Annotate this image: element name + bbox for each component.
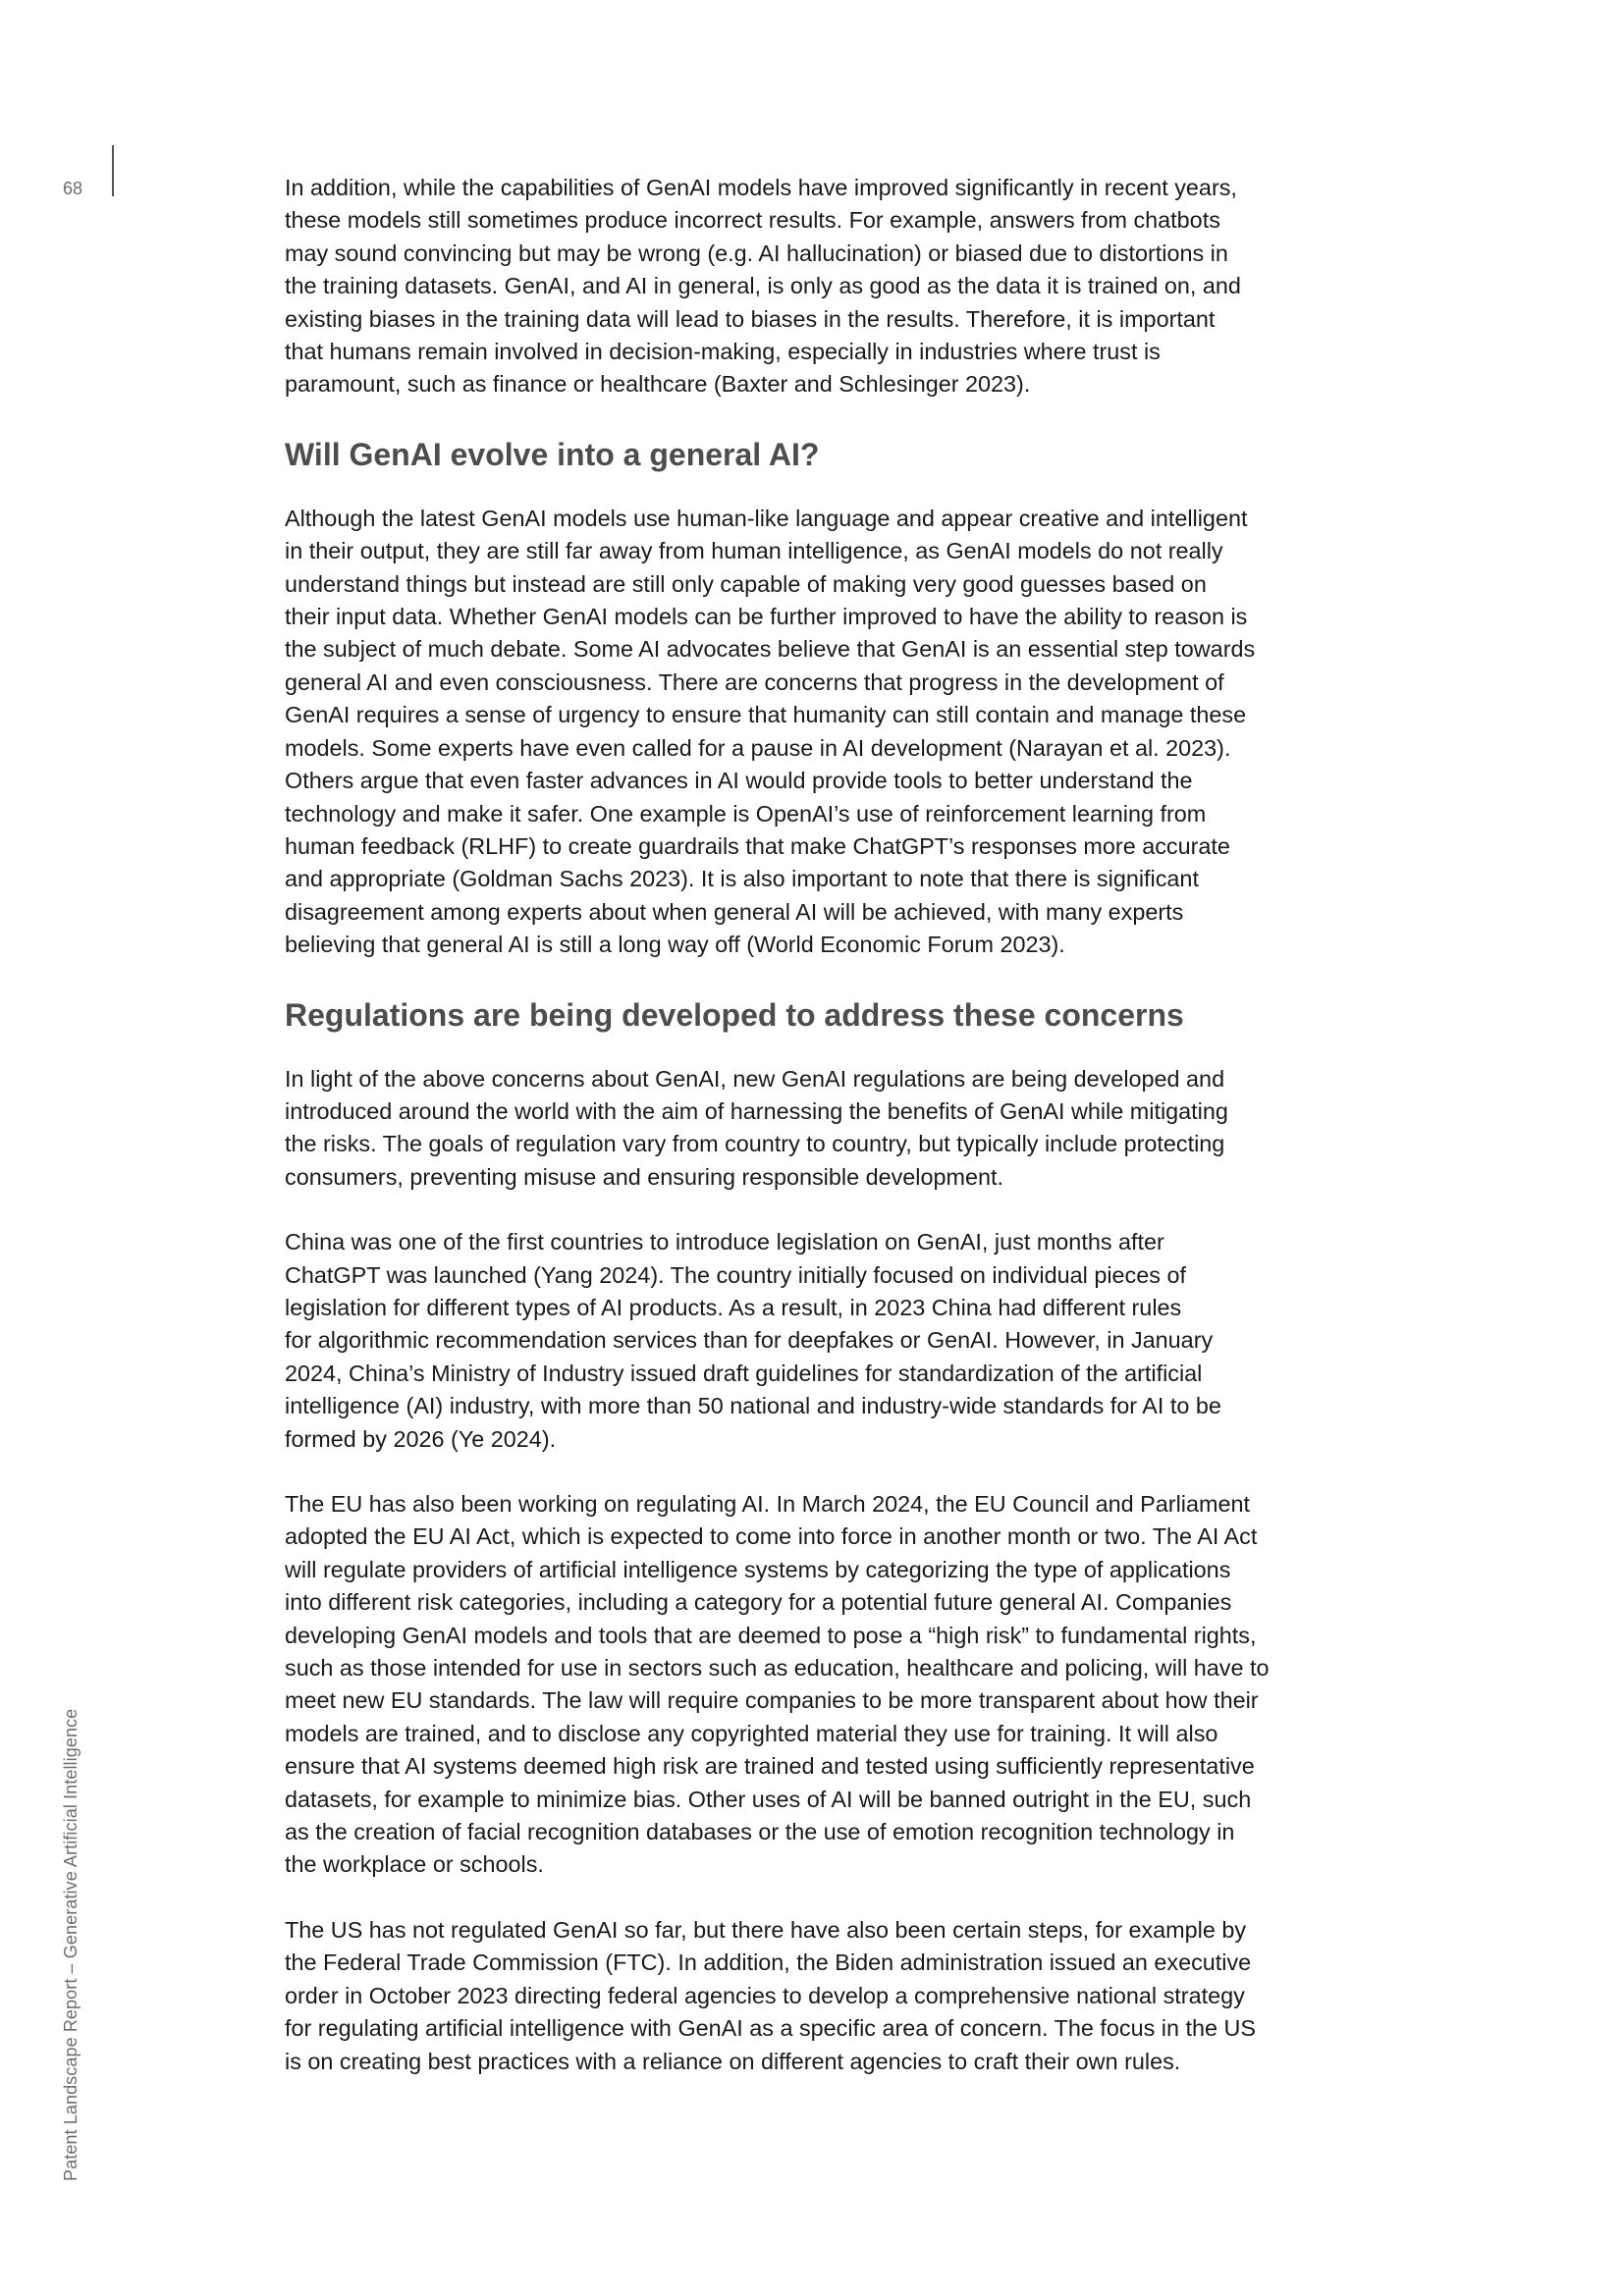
text-line: human feedback (RLHF) to create guardrails that make ChatGPT’s responses more accurate [285, 832, 1230, 859]
body-paragraph [285, 503, 1365, 962]
text-line: believing that general AI is still a long way off (World Economic Forum 2023). [285, 932, 1065, 958]
text-line: The US has not regulated GenAI so far, but there have also been certain steps, for example by [285, 1916, 1247, 1943]
section-heading: Regulations are being developed to address these concerns [285, 996, 1184, 1033]
text-line: that humans remain involved in decision-making, especially in industries where trust is [285, 339, 1161, 365]
text-line: paramount, such as finance or healthcare (Baxter and Schlesinger 2023). [285, 371, 1031, 398]
text-line: the subject of much debate. Some AI advocates believe that GenAI is an essential step towards [285, 636, 1256, 663]
body-paragraph [285, 1488, 1365, 1882]
text-line: understand things but instead are still only capable of making very good guesses based on [285, 570, 1207, 597]
text-line: ensure that AI systems deemed high risk are trained and tested using sufficiently representative [285, 1753, 1255, 1780]
text-line: In light of the above concerns about GenAI, new GenAI regulations are being developed and [285, 1065, 1225, 1092]
text-line: 2024, China’s Ministry of Industry issued draft guidelines for standardization of the artificial [285, 1360, 1203, 1386]
page-number: 68 [63, 179, 83, 198]
text-line: these models still sometimes produce incorrect results. For example, answers from chatbots [285, 207, 1220, 234]
text-line: in their output, they are still far away from human intelligence, as GenAI models do not really [285, 538, 1223, 564]
text-line: the Federal Trade Commission (FTC). In addition, the Biden administration issued an executive [285, 1949, 1252, 1976]
section-heading: Will GenAI evolve into a general AI? [285, 436, 820, 472]
text-line: the risks. The goals of regulation vary from country to country, but typically include protecting [285, 1131, 1225, 1157]
text-line: introduced around the world with the aim of harnessing the benefits of GenAI while mitigating [285, 1097, 1228, 1124]
text-line: their input data. Whether GenAI models can be further improved to have the ability to reason is [285, 604, 1248, 630]
text-line: is on creating best practices with a reliance on different agencies to craft their own rules. [285, 2048, 1181, 2074]
text-line: as the creation of facial recognition databases or the use of emotion recognition technology in [285, 1819, 1235, 1845]
text-line: will regulate providers of artificial intelligence systems by categorizing the type of applications [285, 1556, 1231, 1582]
main-content [285, 172, 1365, 2110]
text-line: models are trained, and to disclose any copyrighted material they use for training. It will also [285, 1720, 1218, 1746]
text-line: developing GenAI models and tools that are deemed to pose a “high risk” to fundamental rights, [285, 1622, 1257, 1648]
text-line: ChatGPT was launched (Yang 2024). The country initially focused on individual pieces of [285, 1261, 1186, 1288]
text-line: GenAI requires a sense of urgency to ensure that humanity can still contain and manage these [285, 702, 1247, 728]
text-line: the workplace or schools. [285, 1851, 544, 1878]
body-paragraph [285, 1063, 1365, 1195]
text-line: and appropriate (Goldman Sachs 2023). It is also important to note that there is significant [285, 866, 1199, 892]
text-line: general AI and even consciousness. There are concerns that progress in the development of [285, 668, 1224, 695]
text-line: In addition, while the capabilities of GenAI models have improved significantly in recent years, [285, 175, 1237, 200]
text-line: technology and make it safer. One example is OpenAI’s use of reinforcement learning from [285, 800, 1207, 827]
text-line: order in October 2023 directing federal agencies to develop a comprehensive national strategy [285, 1982, 1245, 2008]
text-line: formed by 2026 (Ye 2024). [285, 1425, 557, 1452]
text-line: the training datasets. GenAI, and AI in general, is only as good as the data it is trained on, and [285, 273, 1241, 299]
text-line: datasets, for example to minimize bias. Other uses of AI will be banned outright in the EU, such [285, 1786, 1252, 1812]
text-line: existing biases in the training data will lead to biases in the results. Therefore, it is important [285, 305, 1216, 332]
text-line: Others argue that even faster advances in AI would provide tools to better understand the [285, 768, 1193, 794]
body-paragraph [285, 1914, 1365, 2078]
text-line: disagreement among experts about when general AI will be achieved, with many experts [285, 898, 1184, 925]
text-line: may sound convincing but may be wrong (e.g. AI hallucination) or biased due to distortions in [285, 240, 1228, 266]
text-line: for algorithmic recommendation services than for deepfakes or GenAI. However, in January [285, 1327, 1214, 1354]
body-paragraph [285, 172, 1365, 401]
text-line: consumers, preventing misuse and ensuring responsible development. [285, 1163, 1004, 1190]
text-line: legislation for different types of AI products. As a result, in 2023 China had different rules [285, 1294, 1182, 1320]
body-paragraph [285, 1226, 1365, 1456]
text-line: adopted the EU AI Act, which is expected to come into force in another month or two. The AI Act [285, 1523, 1258, 1550]
text-line: for regulating artificial intelligence with GenAI as a specific area of concern. The focus in the US [285, 2015, 1256, 2042]
text-line: into different risk categories, including a category for a potential future general AI. Companies [285, 1589, 1232, 1616]
text-line: Although the latest GenAI models use human-like language and appear creative and intelligent [285, 505, 1248, 531]
text-line: The EU has also been working on regulating AI. In March 2024, the EU Council and Parliament [285, 1491, 1250, 1517]
text-line: models. Some experts have even called for a pause in AI development (Narayan et al. 2023). [285, 734, 1231, 761]
running-footer-vertical: Patent Landscape Report – Generative Artificial Intelligence [61, 1708, 81, 2181]
page-number-divider [112, 145, 114, 196]
text-line: China was one of the first countries to introduce legislation on GenAI, just months after [285, 1229, 1164, 1255]
text-line: such as those intended for use in sectors such as education, healthcare and policing, will have to [285, 1655, 1270, 1682]
text-line: intelligence (AI) industry, with more than 50 national and industry-wide standards for AI to be [285, 1393, 1221, 1419]
text-line: meet new EU standards. The law will require companies to be more transparent about how their [285, 1687, 1259, 1714]
